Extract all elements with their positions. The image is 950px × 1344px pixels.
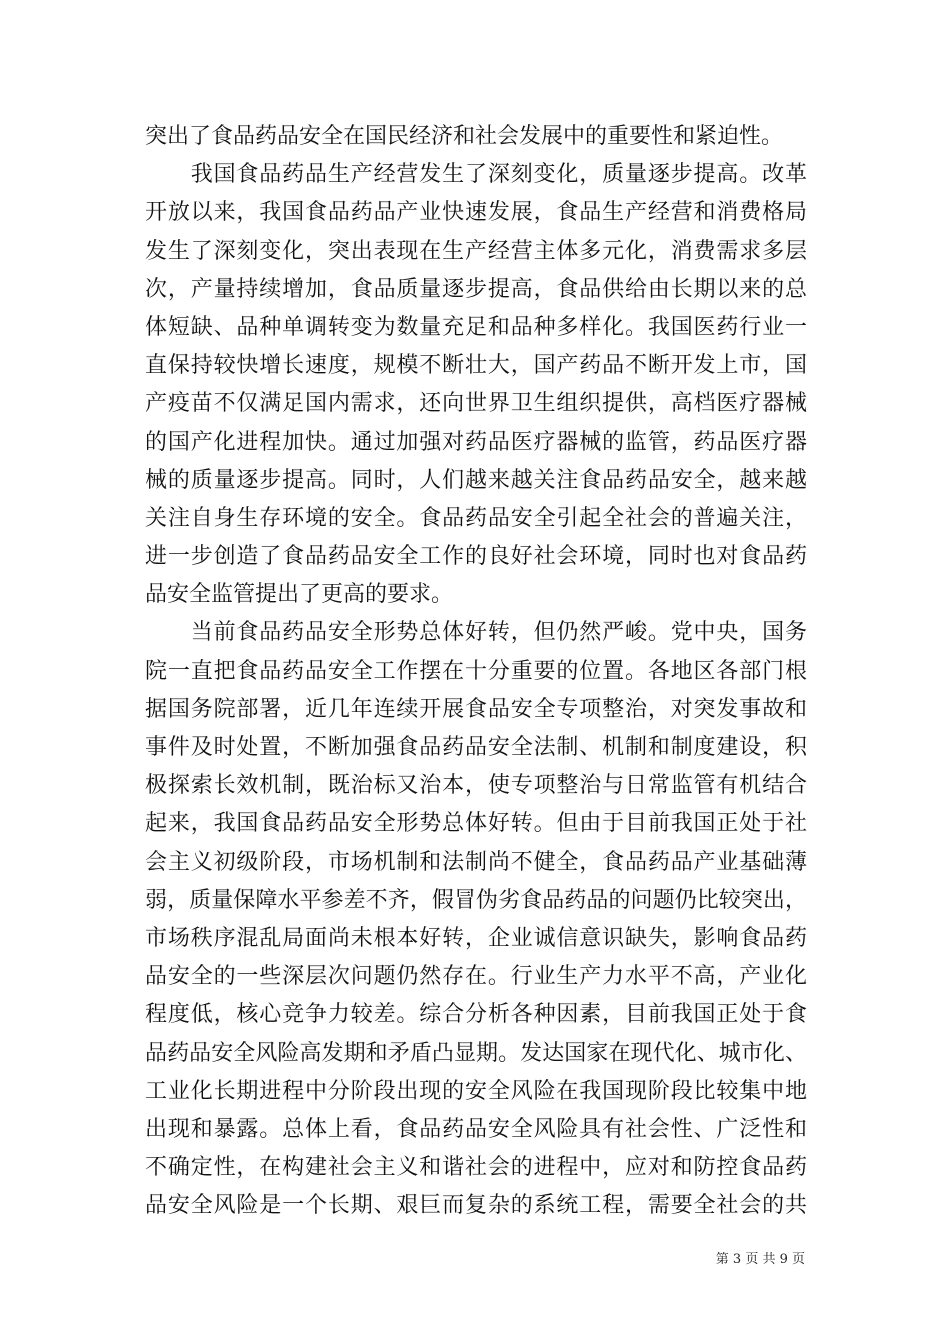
text-line: 会主义初级阶段，市场机制和法制尚不健全，食品药品产业基础薄 (145, 849, 807, 875)
text-line: 据国务院部署，近几年连续开展食品安全专项整治，对突发事故和 (145, 696, 807, 722)
text-line: 程度低，核心竞争力较差。综合分析各种因素，目前我国正处于食 (145, 1002, 807, 1028)
text-line: 事件及时处置，不断加强食品药品安全法制、机制和制度建设，积 (145, 735, 807, 760)
paragraph-2 (145, 156, 807, 614)
text-line: 品药品安全风险高发期和矛盾凸显期。发达国家在现代化、城市化、 (145, 1040, 807, 1066)
text-line: 极探索长效机制，既治标又治本，使专项整治与日常监管有机结合 (145, 773, 807, 799)
text-line: 次，产量持续增加，食品质量逐步提高，食品供给由长期以来的总 (145, 276, 807, 302)
text-line: 关注自身生存环境的安全。食品药品安全引起全社会的普遍关注， (145, 505, 807, 531)
text-line: 工业化长期进程中分阶段出现的安全风险在我国现阶段比较集中地 (145, 1078, 807, 1104)
paragraph-3 (145, 614, 807, 1225)
text-line: 发生了深刻变化，突出表现在生产经营主体多元化，消费需求多层 (145, 238, 807, 264)
text-line: 当前食品药品安全形势总体好转，但仍然严峻。党中央，国务 (145, 620, 807, 646)
text-line: 品安全监管提出了更高的要求。 (145, 582, 454, 608)
paragraph-1 (145, 118, 807, 156)
text-line: 市场秩序混乱局面尚未根本好转，企业诚信意识缺失，影响食品药 (145, 925, 807, 951)
text-line: 的国产化进程加快。通过加强对药品医疗器械的监管，药品医疗器 (145, 429, 807, 455)
text-line: 开放以来，我国食品药品产业快速发展，食品生产经营和消费格局 (145, 200, 807, 226)
text-line: 体短缺、品种单调转变为数量充足和品种多样化。我国医药行业一 (145, 314, 807, 340)
text-line: 起来，我国食品药品安全形势总体好转。但由于目前我国正处于社 (145, 811, 807, 837)
page-number: 第 3 页 共 9 页 (715, 1252, 805, 1267)
body-text (145, 118, 807, 1225)
text-line: 械的质量逐步提高。同时，人们越来越关注食品药品安全，越来越 (145, 467, 807, 493)
text-line: 产疫苗不仅满足国内需求，还向世界卫生组织提供，高档医疗器械 (145, 391, 807, 417)
text-line: 直保持较快增长速度，规模不断壮大，国产药品不断开发上市，国 (145, 353, 807, 379)
text-line: 不确定性，在构建社会主义和谐社会的进程中，应对和防控食品药 (145, 1155, 807, 1181)
text-line: 进一步创造了食品药品安全工作的良好社会环境，同时也对食品药 (145, 544, 807, 570)
text-line: 突出了食品药品安全在国民经济和社会发展中的重要性和紧迫性。 (145, 124, 784, 149)
text-line: 品安全的一些深层次问题仍然存在。行业生产力水平不高，产业化 (145, 964, 807, 990)
text-line: 品安全风险是一个长期、艰巨而复杂的系统工程，需要全社会的共 (145, 1193, 807, 1219)
text-line: 出现和暴露。总体上看，食品药品安全风险具有社会性、广泛性和 (145, 1116, 807, 1142)
text-line: 我国食品药品生产经营发生了深刻变化，质量逐步提高。改革 (145, 162, 807, 188)
text-line: 院一直把食品药品安全工作摆在十分重要的位置。各地区各部门根 (145, 658, 807, 684)
text-line: 弱，质量保障水平参差不齐，假冒伪劣食品药品的问题仍比较突出， (145, 887, 807, 913)
